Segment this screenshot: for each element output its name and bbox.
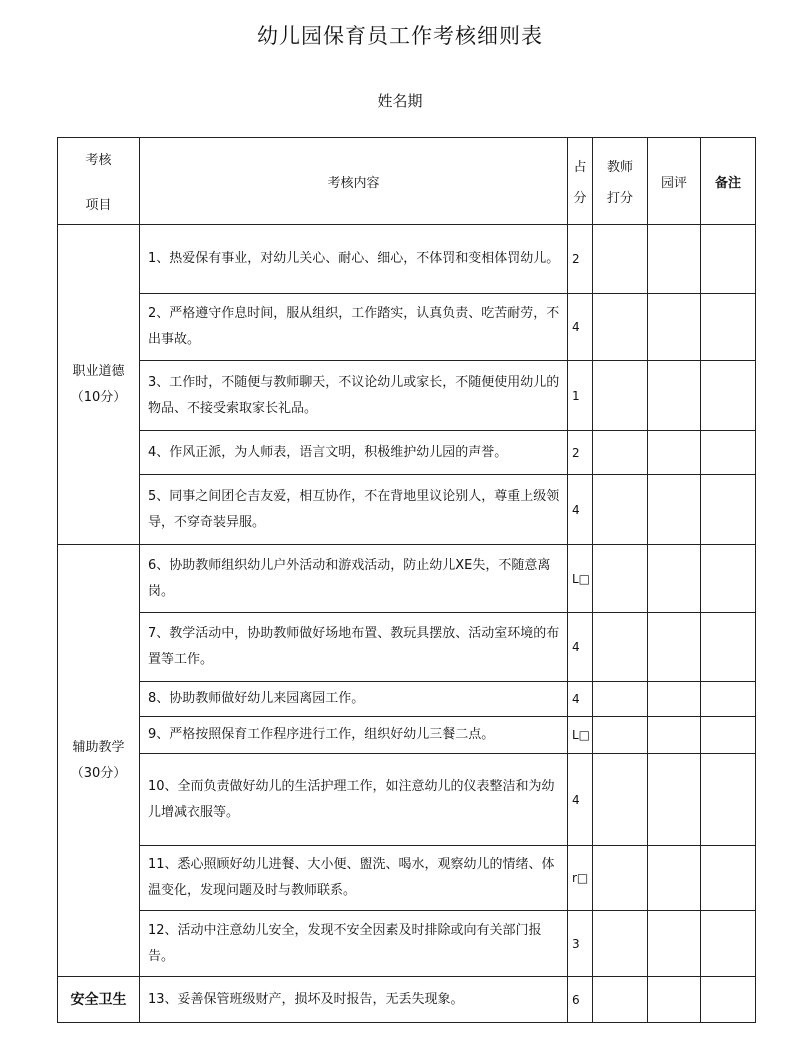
table-row: [58, 475, 756, 545]
teacher-score-cell[interactable]: [593, 294, 648, 361]
garden-score-cell[interactable]: [648, 225, 701, 294]
row-score: 4: [568, 682, 593, 717]
row-content: 2、严格遵守作息时间，服从组织，工作踏实，认真负责、吃苦耐劳，不出事故。: [140, 294, 568, 361]
header-item-top: 考核: [85, 153, 112, 168]
row-content: 6、协助教师组织幼儿户外活动和游戏活动，防止幼儿XE失，不随意离岗。: [140, 545, 568, 613]
row-content: 3、工作时，不随便与教师聊天，不议论幼儿或家长，不随便使用幼儿的物品、不接受索取家长礼品。: [140, 361, 568, 431]
teacher-score-cell[interactable]: [593, 225, 648, 294]
garden-score-cell[interactable]: [648, 754, 701, 846]
row-score: 3: [568, 911, 593, 977]
row-content: 13、妥善保管班级财产，损坏及时报告，无丢失现象。: [140, 977, 568, 1023]
category-cell: [58, 545, 140, 977]
row-score: 2: [568, 225, 593, 294]
header-teacher-cell: [593, 138, 648, 225]
category-cell: [58, 977, 140, 1023]
table-row: [58, 545, 756, 613]
garden-score-cell[interactable]: [648, 911, 701, 977]
row-score: 6: [568, 977, 593, 1023]
row-score: 4: [568, 613, 593, 682]
header-remark: 备注: [701, 138, 756, 225]
teacher-score-cell[interactable]: [593, 682, 648, 717]
teacher-score-cell[interactable]: [593, 977, 648, 1023]
remark-cell[interactable]: [701, 475, 756, 545]
teacher-score-cell[interactable]: [593, 431, 648, 475]
assessment-table: [57, 137, 756, 1023]
garden-score-cell[interactable]: [648, 717, 701, 754]
remark-cell[interactable]: [701, 682, 756, 717]
garden-score-cell[interactable]: [648, 977, 701, 1023]
header-teacher-top: 教师: [606, 160, 633, 175]
table-row: [58, 431, 756, 475]
garden-score-cell[interactable]: [648, 475, 701, 545]
table-row: [58, 225, 756, 294]
row-score: 4: [568, 754, 593, 846]
row-score: r□: [568, 846, 593, 911]
row-score: 4: [568, 294, 593, 361]
header-garden: 园评: [648, 138, 701, 225]
header-item-cell: [58, 138, 140, 225]
table-row: [58, 294, 756, 361]
row-content: 8、协助教师做好幼儿来园离园工作。: [140, 682, 568, 717]
header-share-cell: [568, 138, 593, 225]
row-content: 11、悉心照顾好幼儿进餐、大小便、盥洗、喝水，观察幼儿的情绪、体温变化，发现问题及时与教师联系。: [140, 846, 568, 911]
category-name: 安全卫生: [70, 991, 127, 1008]
category-points: （30分）: [70, 765, 127, 781]
teacher-score-cell[interactable]: [593, 754, 648, 846]
header-share-bottom: 分: [573, 191, 587, 206]
remark-cell[interactable]: [701, 754, 756, 846]
teacher-score-cell[interactable]: [593, 545, 648, 613]
header-row: [58, 138, 756, 225]
row-score: 1: [568, 361, 593, 431]
teacher-score-cell[interactable]: [593, 717, 648, 754]
table-row: [58, 717, 756, 754]
row-content: 7、教学活动中，协助教师做好场地布置、教玩具摆放、活动室环境的布置等工作。: [140, 613, 568, 682]
header-item-bottom: 项目: [85, 198, 112, 213]
garden-score-cell[interactable]: [648, 846, 701, 911]
teacher-score-cell[interactable]: [593, 475, 648, 545]
garden-score-cell[interactable]: [648, 545, 701, 613]
row-content: 4、作风正派，为人师表，语言文明，积极维护幼儿园的声誉。: [140, 431, 568, 475]
garden-score-cell[interactable]: [648, 361, 701, 431]
row-score: L□: [568, 545, 593, 613]
remark-cell[interactable]: [701, 225, 756, 294]
header-content: 考核内容: [140, 138, 568, 225]
teacher-score-cell[interactable]: [593, 361, 648, 431]
table-row: [58, 977, 756, 1023]
row-score: 2: [568, 431, 593, 475]
teacher-score-cell[interactable]: [593, 846, 648, 911]
remark-cell[interactable]: [701, 911, 756, 977]
category-name: 辅助教学: [72, 739, 125, 755]
table-row: [58, 754, 756, 846]
row-content: 10、全而负责做好幼儿的生活护理工作，如注意幼儿的仪表整洁和为幼儿增减衣服等。: [140, 754, 568, 846]
name-date-line: 姓名期: [377, 92, 423, 110]
remark-cell[interactable]: [701, 431, 756, 475]
teacher-score-cell[interactable]: [593, 911, 648, 977]
category-cell: [58, 225, 140, 545]
table-row: [58, 911, 756, 977]
remark-cell[interactable]: [701, 717, 756, 754]
garden-score-cell[interactable]: [648, 682, 701, 717]
remark-cell[interactable]: [701, 361, 756, 431]
table-row: [58, 361, 756, 431]
category-points: （10分）: [70, 389, 127, 405]
row-content: 1、热爱保有事业，对幼儿关心、耐心、细心，不体罚和变相体罚幼儿。: [140, 225, 568, 294]
remark-cell[interactable]: [701, 294, 756, 361]
remark-cell[interactable]: [701, 545, 756, 613]
remark-cell[interactable]: [701, 977, 756, 1023]
table-row: [58, 682, 756, 717]
table-row: [58, 613, 756, 682]
remark-cell[interactable]: [701, 846, 756, 911]
row-content: 12、活动中注意幼儿安全，发现不安全因素及时排除或向有关部门报告。: [140, 911, 568, 977]
page-title: 幼儿园保育员工作考核细则表: [257, 24, 543, 48]
teacher-score-cell[interactable]: [593, 613, 648, 682]
remark-cell[interactable]: [701, 613, 756, 682]
header-share-top: 占: [573, 160, 587, 175]
row-content: 5、同事之间团仑吉友爱，相互协作，不在背地里议论别人，尊重上级领导，不穿奇装异服。: [140, 475, 568, 545]
category-name: 职业道德: [72, 363, 125, 379]
row-score: 4: [568, 475, 593, 545]
garden-score-cell[interactable]: [648, 431, 701, 475]
header-teacher-bottom: 打分: [606, 191, 633, 206]
row-content: 9、严格按照保育工作程序进行工作，组织好幼儿三餐二点。: [140, 717, 568, 754]
table-row: [58, 846, 756, 911]
row-score: L□: [568, 717, 593, 754]
garden-score-cell[interactable]: [648, 613, 701, 682]
garden-score-cell[interactable]: [648, 294, 701, 361]
